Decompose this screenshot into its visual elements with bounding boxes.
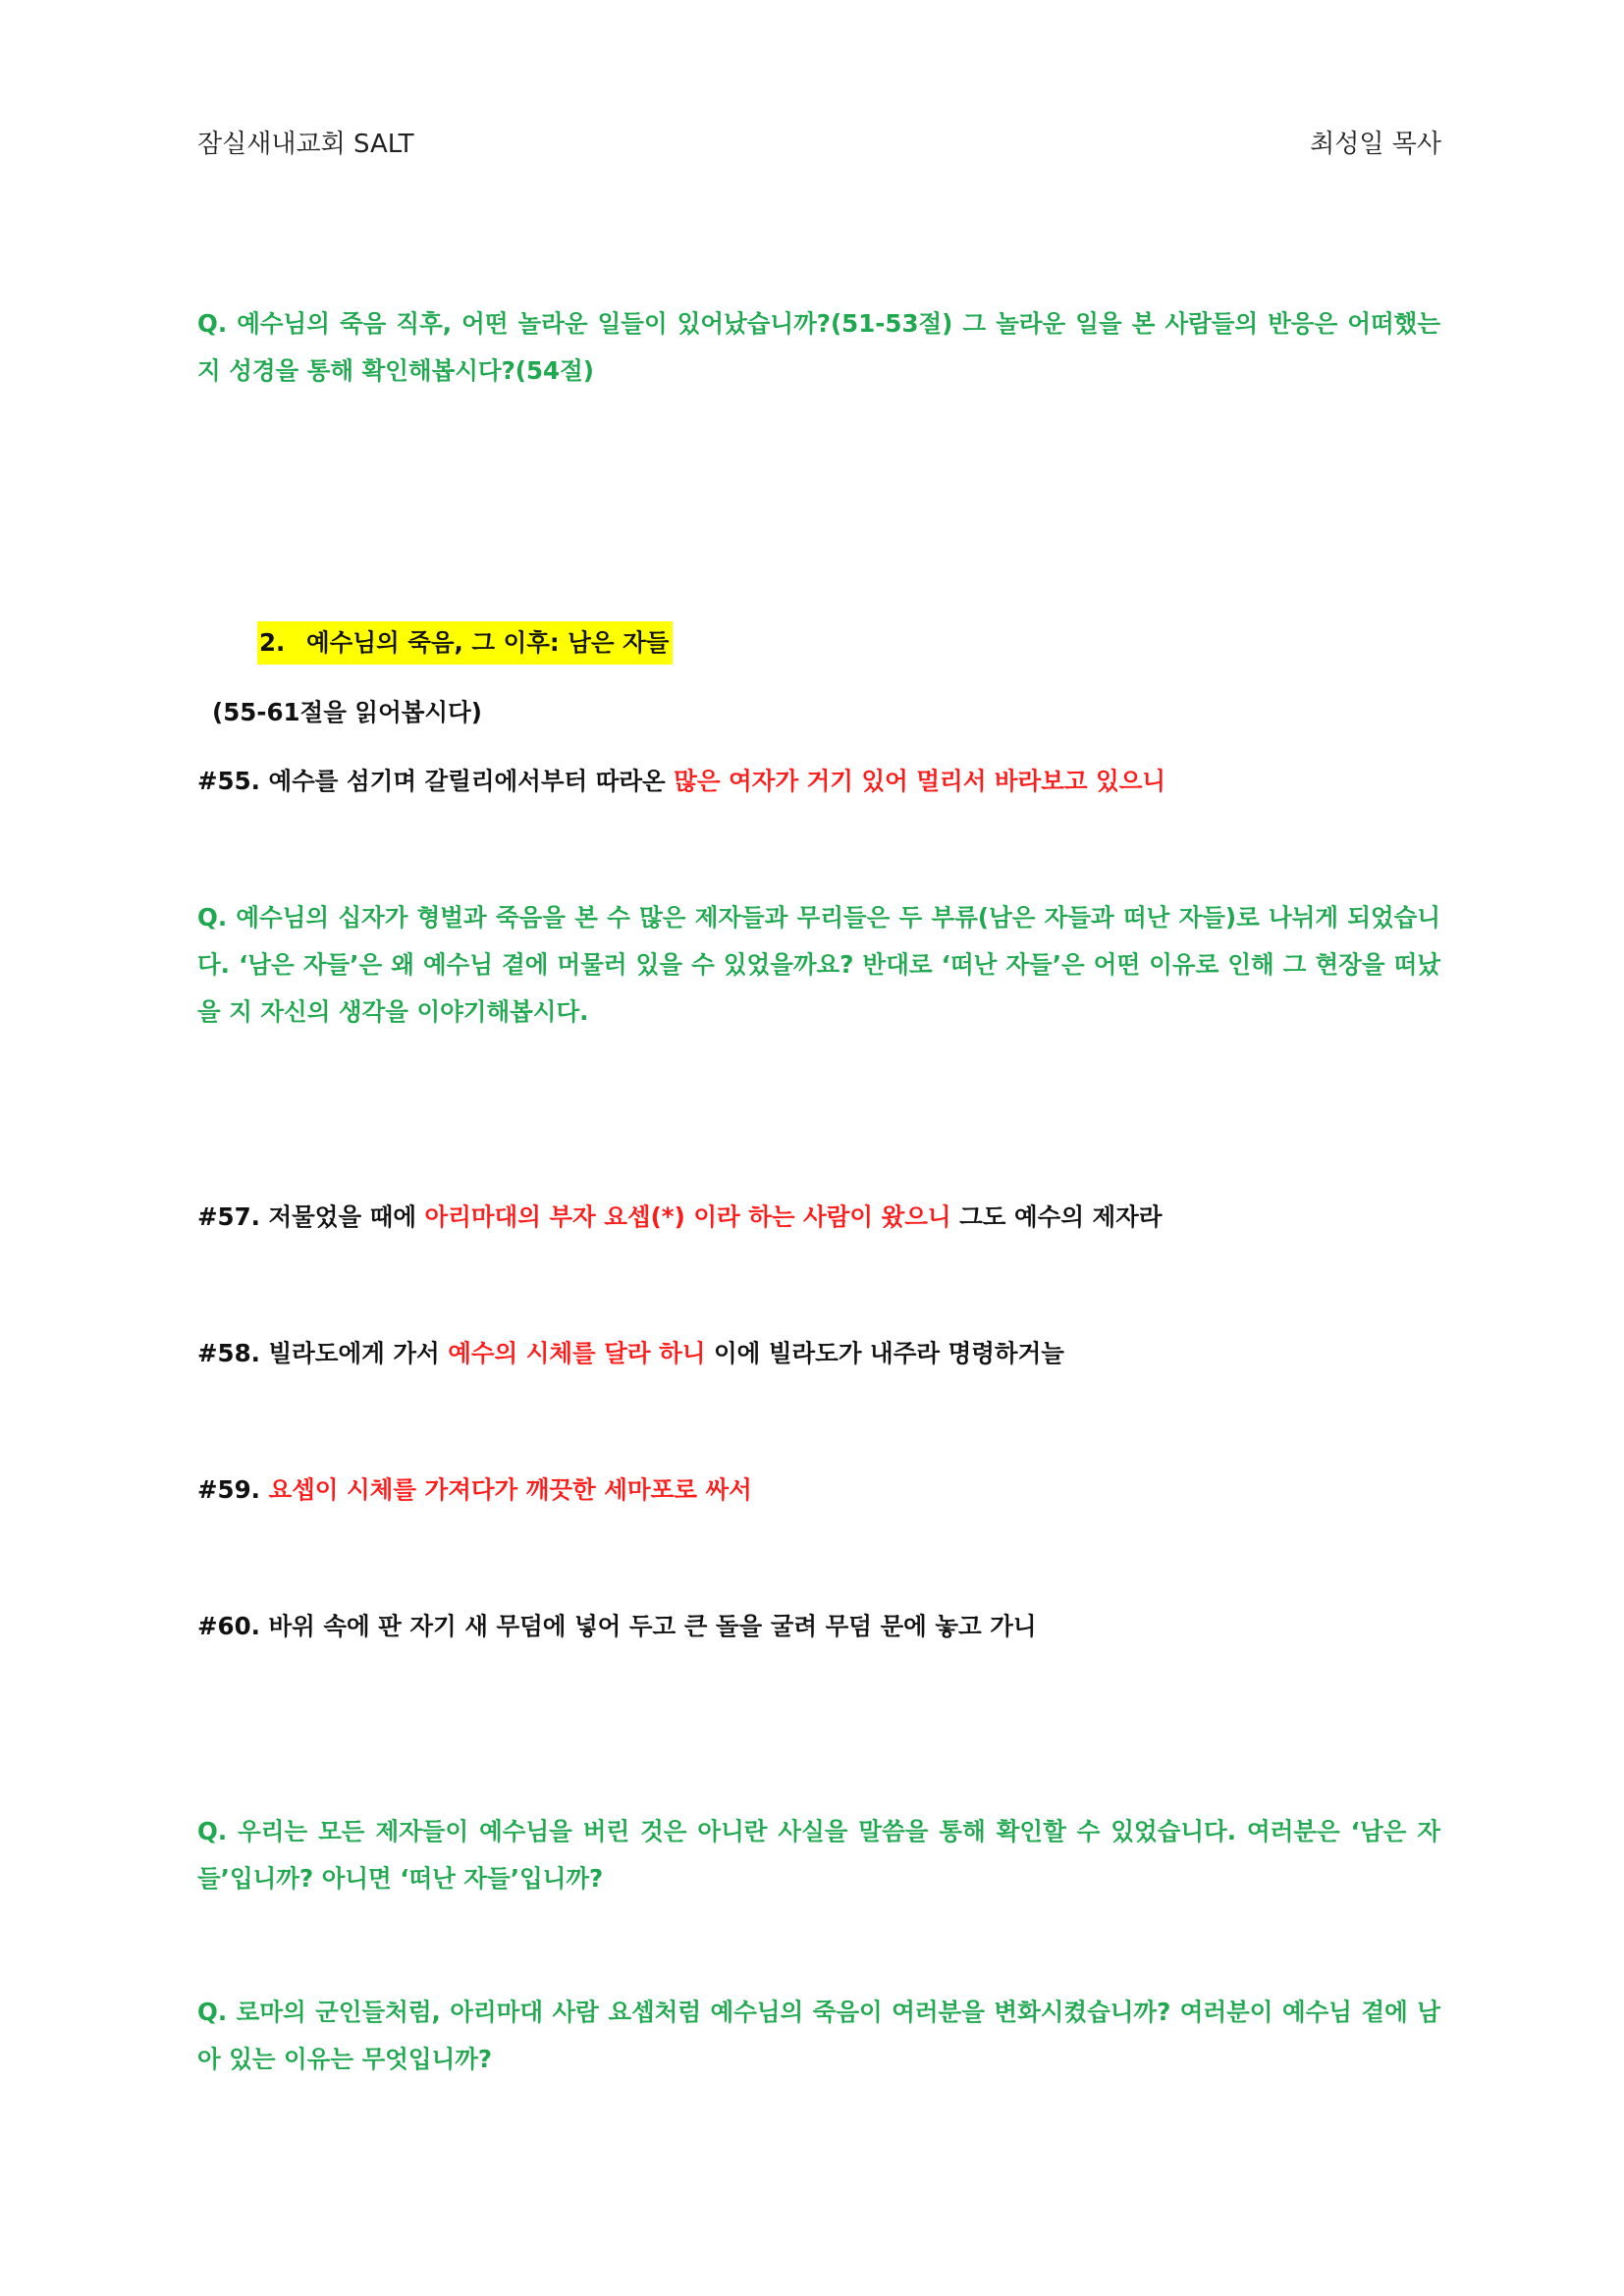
header-church-name: 잠실새내교회 SALT: [197, 130, 414, 159]
verse-58-tail: 이에 빌라도가 내주라 명령하거늘: [705, 1339, 1064, 1367]
section-title: 예수님의 죽음, 그 이후: 남은 자들: [306, 628, 670, 657]
verse-57: [197, 1194, 1440, 1241]
question-2: Q. 예수님의 십자가 형벌과 죽음을 본 수 많은 제자들과 무리들은 두 부류(남은 자들과 떠난 자들)로 나뉘게 되었습니다. ‘남은 자들’은 왜 예수님 곁에 머물러 있을 수 있었을까요? 반대로 ‘떠난 자들’은 어떤 이유로 인해 그 현장을 떠났을 지 자신의 생각을 이야기해봅시다.: [197, 903, 1440, 1026]
verse-55: [197, 758, 1440, 805]
verse-58-text: #58. 빌라도에게 가서: [197, 1339, 449, 1367]
reading-instruction: (55-61절을 읽어봅시다): [212, 698, 482, 726]
verse-58-highlight: 예수의 시체를 달라 하니: [448, 1339, 706, 1367]
section-number: 2.: [259, 628, 286, 657]
verse-60: #60. 바위 속에 판 자기 새 무덤에 넣어 두고 큰 돌을 굴려 무덤 문에 놓고 가니: [197, 1612, 1037, 1640]
verse-58: [197, 1330, 1440, 1377]
verse-57-highlight: 아리마대의 부자 요셉(*) 이라 하는 사람이 왔으니: [424, 1202, 951, 1231]
verse-55-text: #55. 예수를 섬기며 갈릴리에서부터 따라온: [197, 767, 675, 795]
verse-57-text: #57. 저물었을 때에: [197, 1202, 425, 1231]
verse-59-text: #59.: [197, 1475, 269, 1504]
section-heading: [257, 621, 673, 665]
verse-55-highlight: 많은 여자가 거기 있어 멀리서 바라보고 있으니: [674, 767, 1166, 795]
header-pastor-name: 최성일 목사: [1310, 130, 1441, 159]
verse-59-highlight: 요셉이 시체를 가져다가 깨끗한 세마포로 싸서: [268, 1475, 752, 1504]
verse-59: [197, 1467, 1440, 1514]
question-3: Q. 우리는 모든 제자들이 예수님을 버린 것은 아니란 사실을 말씀을 통해 확인할 수 있었습니다. 여러분은 ‘남은 자들’입니까? 아니면 ‘떠난 자들’입니까?: [197, 1817, 1440, 1893]
verse-57-tail: 그도 예수의 제자라: [950, 1202, 1163, 1231]
question-1: Q. 예수님의 죽음 직후, 어떤 놀라운 일들이 있어났습니까?(51-53절) 그 놀라운 일을 본 사람들의 반응은 어떠했는지 성경을 통해 확인해봅시다?(54절): [197, 309, 1440, 385]
question-4: Q. 로마의 군인들처럼, 아리마대 사람 요셉처럼 예수님의 죽음이 여러분을 변화시켰습니까? 여러분이 예수님 곁에 남아 있는 이유는 무엇입니까?: [197, 1998, 1440, 2073]
